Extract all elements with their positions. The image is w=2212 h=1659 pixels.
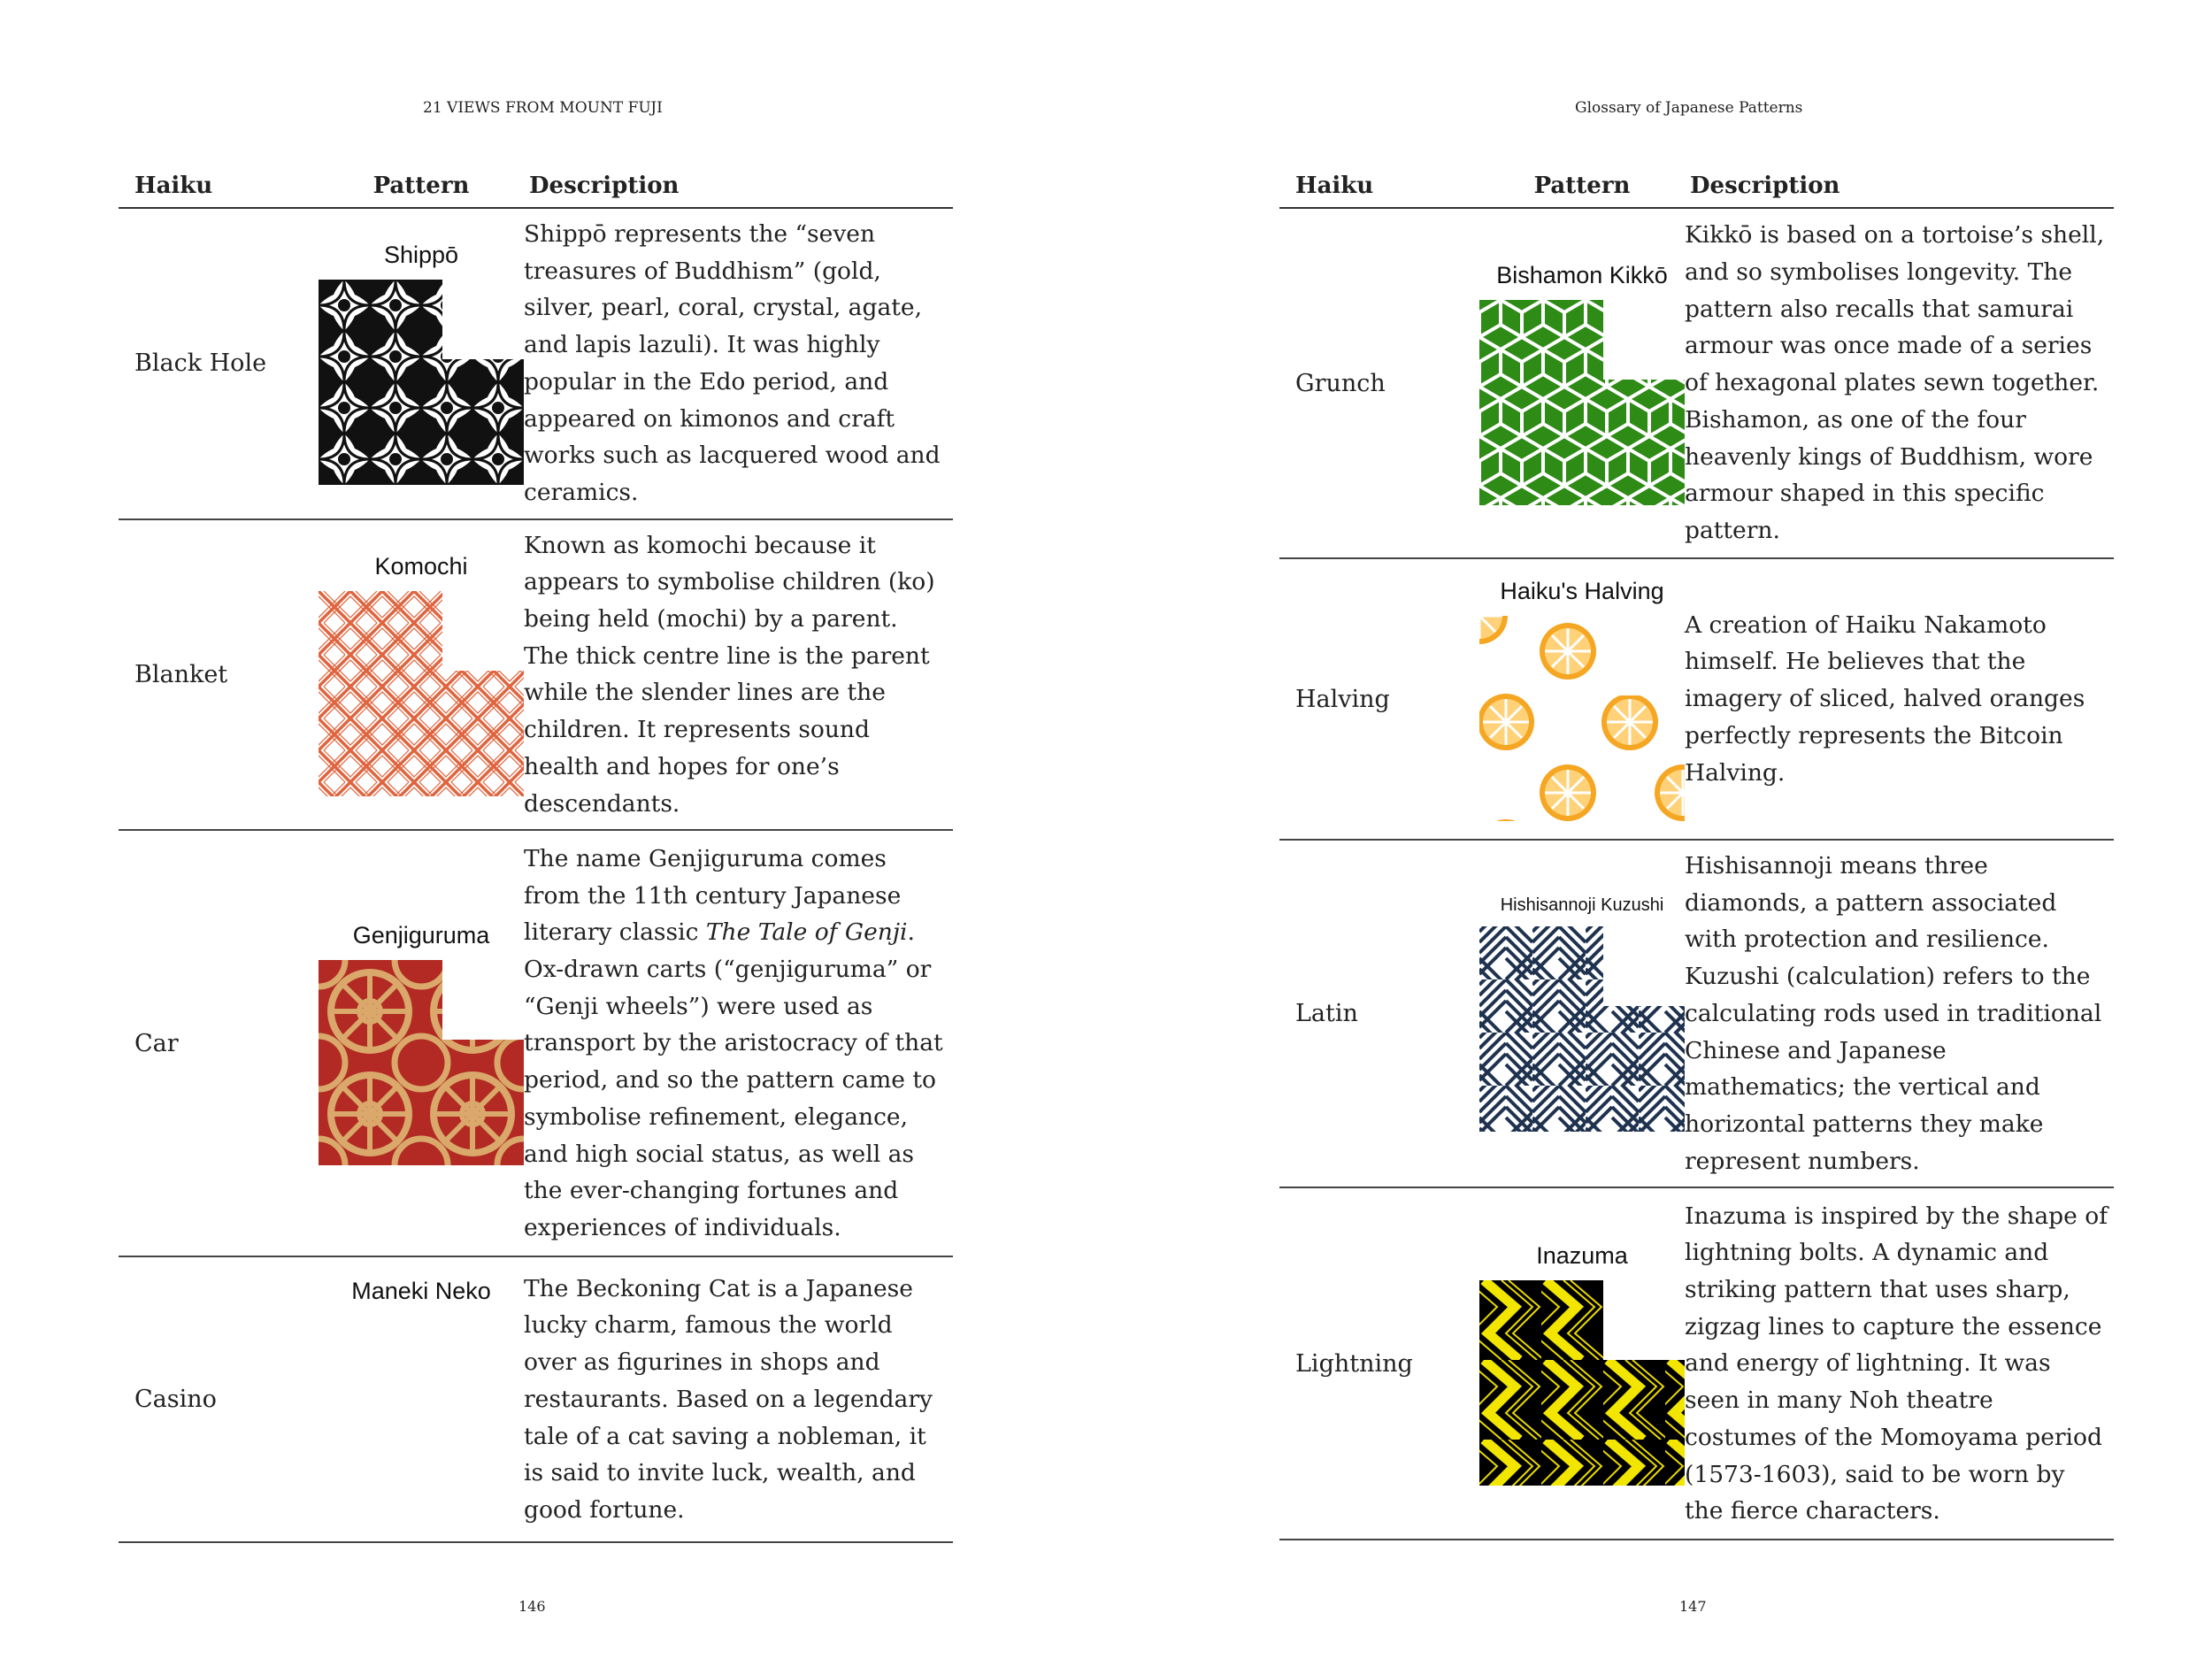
book-title: The Tale of Genji: [705, 918, 908, 947]
haiku-name: Blanket: [119, 519, 319, 831]
haiku-name: Casino: [119, 1256, 319, 1542]
pattern-description: Shippō represents the “seven treasures of Buddhism” (gold, silver, pearl, coral, crystal, agate, and lapis lazuli). It was highly popular in the Edo period, and appeared on kimonos and craft works such as lacquered wood and ceramics.: [524, 208, 953, 519]
column-header-pattern: Pattern: [1479, 165, 1685, 208]
pattern-name: Haiku's Halving: [1500, 577, 1664, 604]
pattern-description: The Beckoning Cat is a Japanese lucky charm, famous the world over as figurines in shops and restaurants. Based on a legendary tale of a cat saving a nobleman, it is said to invite luck, wealth, and good fortune.: [524, 1256, 953, 1542]
pattern-cell: [319, 208, 524, 519]
pattern-description: Kikkō is based on a tortoise’s shell, and so symbolises longevity. The pattern also recalls that samurai armour was once made of a series of hexagonal plates sewn together. Bishamon, as one of the four heavenly kings of Buddhism, wore armour shaped in this specific pattern.: [1685, 208, 2114, 558]
column-header-description: Description: [524, 165, 953, 208]
column-header-haiku: Haiku: [119, 165, 319, 208]
table-row: [119, 208, 953, 519]
pattern-description: Inazuma is inspired by the shape of lightning bolts. A dynamic and striking pattern that uses sharp, zigzag lines to capture the essence and energy of lightning. It was seen in many Noh theatre costumes of the Momoyama period (1573-1603), said to be worn by the fierce characters.: [1685, 1187, 2114, 1540]
table-row: [1279, 840, 2114, 1187]
komochi-pattern-swatch: [319, 591, 524, 796]
orange-slices-pattern-swatch: [1479, 616, 1685, 821]
table-row: [119, 1256, 953, 1542]
pattern-name: Inazuma: [1536, 1241, 1628, 1269]
table-row: [119, 830, 953, 1256]
pattern-cell: [319, 830, 524, 1256]
kuzushi-pattern-swatch: [1479, 926, 1685, 1132]
page-number: 147: [1679, 1598, 1707, 1615]
haiku-name: Latin: [1279, 840, 1479, 1187]
pattern-description: A creation of Haiku Nakamoto himself. He believes that the imagery of sliced, halved oranges perfectly represents the Bitcoin Halving.: [1685, 558, 2114, 840]
description-text: . Ox-drawn carts (“genjiguruma” or “Genji wheels”) were used as transport by the aristocracy of that period, and so the pattern came to symbolise refinement, elegance, and high social status, as well as the ever-changing fortunes and experiences of individuals.: [524, 918, 943, 1241]
haiku-name: Car: [119, 830, 319, 1256]
pattern-cell: [319, 1256, 524, 1542]
pattern-cell: [1479, 558, 1685, 840]
pattern-name: Komochi: [374, 552, 468, 580]
column-header-pattern: Pattern: [319, 165, 524, 208]
haiku-name: Lightning: [1279, 1187, 1479, 1540]
pattern-name: Hishisannoji Kuzushi: [1500, 895, 1664, 916]
pattern-description: Known as komochi because it appears to symbolise children (ko) being held (mochi) by a parent. The thick centre line is the parent while the slender lines are the children. It represents sound health and hopes for one’s descendants.: [524, 519, 953, 831]
table-row: [119, 519, 953, 831]
pattern-cell: [1479, 1187, 1685, 1540]
table-row: [1279, 1187, 2114, 1540]
table-row: [1279, 558, 2114, 840]
kikko-pattern-swatch: [1479, 300, 1685, 505]
haiku-name: Black Hole: [119, 208, 319, 519]
glossary-table: [119, 165, 953, 1543]
description-text: The name Genjiguruma comes from the 11th century Japanese literary classic: [524, 844, 902, 947]
pattern-description: [524, 830, 953, 1256]
maneki-neko-pattern-swatch: [319, 1316, 524, 1521]
right-page: [1106, 0, 2212, 1659]
pattern-cell: [1479, 208, 1685, 558]
column-header-description: Description: [1685, 165, 2114, 208]
pattern-cell: [1479, 840, 1685, 1187]
table-row: [1279, 208, 2114, 558]
haiku-name: Halving: [1279, 558, 1479, 840]
shippo-pattern-swatch: [319, 280, 524, 485]
haiku-name: Grunch: [1279, 208, 1479, 558]
table-header-row: [119, 165, 953, 208]
running-head: Glossary of Japanese Patterns: [1575, 99, 1803, 117]
column-header-haiku: Haiku: [1279, 165, 1479, 208]
table-header-row: [1279, 165, 2114, 208]
genjiguruma-pattern-swatch: [319, 960, 524, 1165]
pattern-cell: [319, 519, 524, 831]
inazuma-pattern-swatch: [1479, 1280, 1685, 1486]
pattern-name: Bishamon Kikkō: [1496, 261, 1668, 288]
running-head: 21 VIEWS FROM MOUNT FUJI: [423, 99, 663, 117]
pattern-name: Genjiguruma: [352, 921, 490, 949]
pattern-name: Maneki Neko: [351, 1278, 491, 1305]
glossary-table: [1279, 165, 2114, 1540]
page-number: 146: [518, 1598, 546, 1615]
pattern-name: Shippō: [383, 242, 459, 269]
pattern-description: Hishisannoji means three diamonds, a pattern associated with protection and resilience. Kuzushi (calculation) refers to the calculating rods used in traditional Chinese and Japanese mathematics; the vertical and horizontal patterns they make represent numbers.: [1685, 840, 2114, 1187]
